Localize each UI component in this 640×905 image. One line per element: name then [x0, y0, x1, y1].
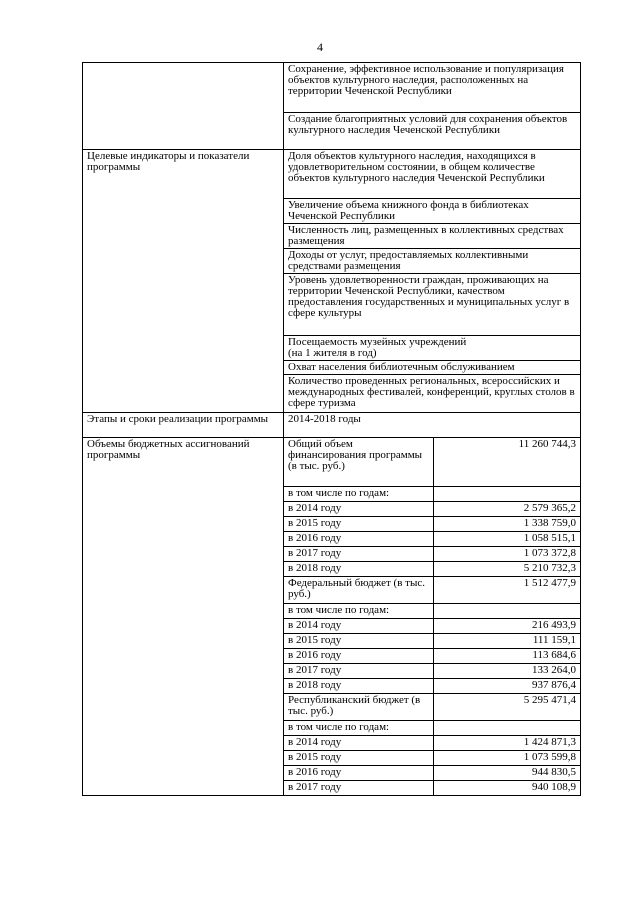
year-label: в 2015 году — [284, 751, 434, 766]
goal-item: Сохранение, эффективное использование и популяризация объектов культурного наследия, расположенных на территории Чеченской Республики — [284, 63, 581, 113]
indicator-item: Уровень удовлетворенности граждан, проживающих на территории Чеченской Республики, качеством предоставления государственных и муниципальных услуг в сфере культуры — [284, 274, 581, 336]
year-label: в 2017 году — [284, 547, 434, 562]
year-label: в 2017 году — [284, 781, 434, 796]
empty-cell — [434, 721, 581, 736]
year-label: в 2016 году — [284, 532, 434, 547]
year-value: 944 830,5 — [434, 766, 581, 781]
budget-total-value: 11 260 744,3 — [434, 438, 581, 487]
year-label: в 2017 году — [284, 664, 434, 679]
federal-label: Федеральный бюджет (в тыс. руб.) — [284, 577, 434, 604]
table-row — [83, 413, 581, 438]
by-years-label: в том числе по годам: — [284, 604, 434, 619]
by-years-label: в том числе по годам: — [284, 487, 434, 502]
year-value: 216 493,9 — [434, 619, 581, 634]
year-label: в 2015 году — [284, 634, 434, 649]
indicator-item: Охват населения библиотечным обслуживанием — [284, 361, 581, 375]
republic-value: 5 295 471,4 — [434, 694, 581, 721]
empty-cell — [434, 604, 581, 619]
year-label: в 2014 году — [284, 502, 434, 517]
year-value: 1 073 599,8 — [434, 751, 581, 766]
indicator-item: Доля объектов культурного наследия, находящихся в удовлетворительном состоянии, в общем количестве объектов культурного наследия Чеченской Республики — [284, 150, 581, 199]
year-label: в 2016 году — [284, 766, 434, 781]
budget-label: Объемы бюджетных ассигнований программы — [83, 438, 284, 796]
year-value: 1 073 372,8 — [434, 547, 581, 562]
year-value: 5 210 732,3 — [434, 562, 581, 577]
year-value: 2 579 365,2 — [434, 502, 581, 517]
stages-value: 2014-2018 годы — [284, 413, 581, 438]
year-value: 113 684,6 — [434, 649, 581, 664]
table-row — [83, 63, 581, 113]
empty-label-cell — [83, 63, 284, 150]
year-value: 1 424 871,3 — [434, 736, 581, 751]
year-value: 1 058 515,1 — [434, 532, 581, 547]
program-passport-table — [82, 62, 581, 796]
year-label: в 2018 году — [284, 562, 434, 577]
indicator-item: Количество проведенных региональных, всероссийских и международных фестивалей, конференций, круглых столов в сфере туризма — [284, 375, 581, 413]
year-label: в 2018 году — [284, 679, 434, 694]
indicator-item: Увеличение объема книжного фонда в библиотеках Чеченской Республики — [284, 199, 581, 224]
stages-label: Этапы и сроки реализации программы — [83, 413, 284, 438]
indicator-item: Посещаемость музейных учреждений (на 1 жителя в год) — [284, 336, 581, 361]
year-value: 937 876,4 — [434, 679, 581, 694]
empty-cell — [434, 487, 581, 502]
page-number: 4 — [317, 40, 323, 54]
year-value: 111 159,1 — [434, 634, 581, 649]
federal-value: 1 512 477,9 — [434, 577, 581, 604]
table-row — [83, 438, 581, 487]
indicator-item: Численность лиц, размещенных в коллективных средствах размещения — [284, 224, 581, 249]
year-label: в 2015 году — [284, 517, 434, 532]
year-value: 940 108,9 — [434, 781, 581, 796]
republic-label: Республиканский бюджет (в тыс. руб.) — [284, 694, 434, 721]
indicators-label: Целевые индикаторы и показатели программы — [83, 150, 284, 413]
year-value: 133 264,0 — [434, 664, 581, 679]
indicator-item: Доходы от услуг, предоставляемых коллективными средствами размещения — [284, 249, 581, 274]
year-value: 1 338 759,0 — [434, 517, 581, 532]
year-label: в 2014 году — [284, 619, 434, 634]
year-label: в 2016 году — [284, 649, 434, 664]
by-years-label: в том числе по годам: — [284, 721, 434, 736]
table-row — [83, 150, 581, 199]
budget-total-label: Общий объем финансирования программы (в тыс. руб.) — [284, 438, 434, 487]
goal-item: Создание благоприятных условий для сохранения объектов культурного наследия Чеченской Республики — [284, 113, 581, 150]
year-label: в 2014 году — [284, 736, 434, 751]
